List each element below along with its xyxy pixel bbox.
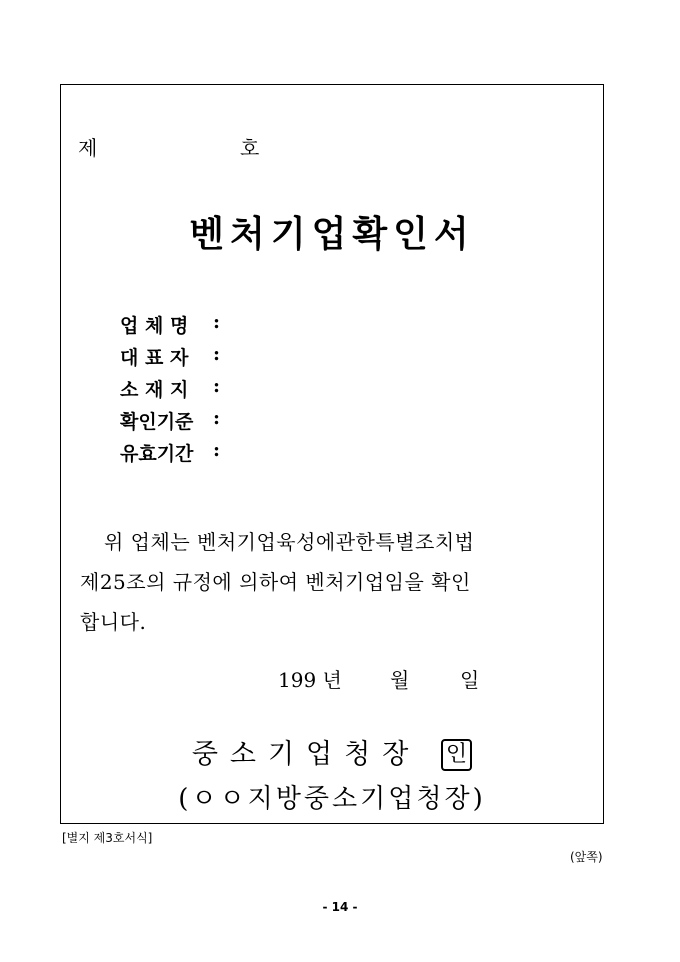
seal-mark: 인 [441,739,472,771]
field-criteria-label: 확인기준 [120,411,194,433]
field-validity-label: 유효기간 [120,443,194,465]
date-day: 일 [460,668,480,692]
side-note: (앞쪽) [570,850,603,864]
ho-label: 호 [240,136,260,160]
issuer-line [60,732,604,771]
field-representative-colon: : [213,343,221,365]
field-address-colon: : [213,375,221,397]
body-text-line-1: 위 업체는 벤처기업육성에관한특별조치법 [104,530,475,554]
body-text-line-3: 합니다. [80,610,147,634]
issuer-name: 중소기업청장 [191,739,421,770]
field-company-name-label: 업 체 명 [120,315,189,337]
field-representative-label: 대 표 자 [120,347,189,369]
issuer-regional: (ㅇㅇ지방중소기업청장) [178,784,486,814]
number-label: 제 [78,136,98,160]
date-year: 199 년 [278,668,342,692]
field-criteria-colon: : [213,407,221,429]
field-validity-colon: : [213,439,221,461]
form-number: [별지 제3호서식] [62,831,153,845]
page-number: - 14 - [322,900,358,914]
document-title: 벤처기업확인서 [189,213,475,255]
date-month: 월 [390,668,410,692]
field-company-name-colon: : [213,311,221,333]
field-address-label: 소 재 지 [120,379,189,401]
body-text-line-2: 제25조의 규정에 의하여 벤처기업임을 확인 [80,570,471,594]
